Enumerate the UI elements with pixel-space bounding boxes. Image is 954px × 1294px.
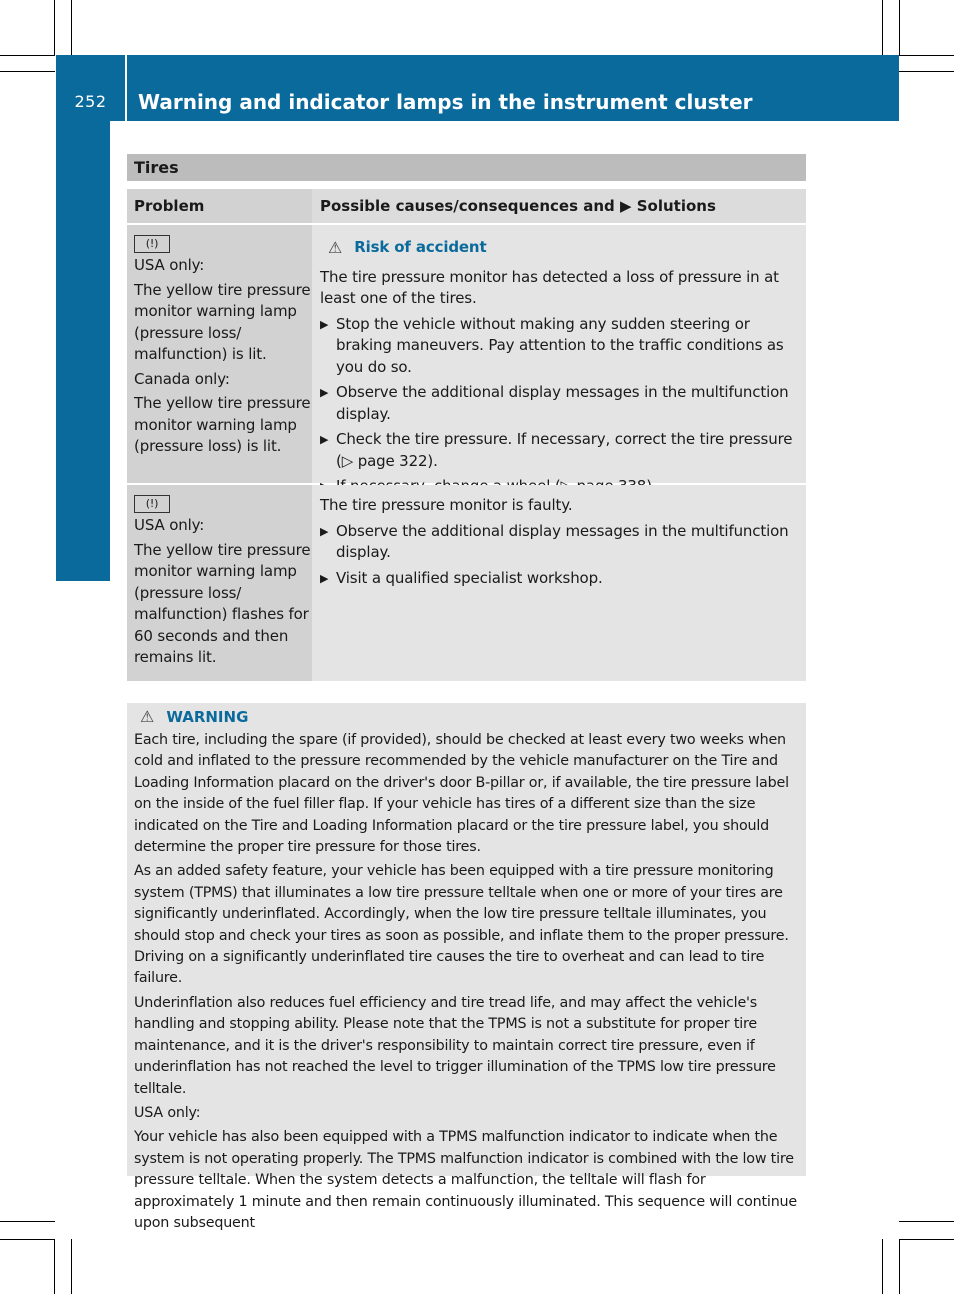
table-row [127, 225, 806, 483]
crop-mark [71, 1239, 72, 1294]
problem-text: The yellow tire pressure monitor warning lamp (pressure loss/ malfunction) is lit. [134, 280, 311, 363]
bullet-arrow-icon: ▶ [320, 386, 329, 399]
crop-mark [0, 1239, 55, 1240]
warning-paragraph: Underinflation also reduces fuel efficiency and tire tread life, and may affect the vehicle's handling and stopping ability. Please note that the TPMS is not a substitute for proper tire maintenance, and it is the driver's responsibility to maintain correct tire pressure, even if underinflation has not reached the level to trigger illumination of the TPMS low tire pressure telltale. [134, 994, 776, 1097]
chapter-label: On-board computer and displays [85, 125, 110, 525]
crop-mark [54, 1239, 55, 1294]
crop-mark [0, 71, 55, 72]
list-item [320, 382, 800, 425]
problem-text: USA only: [134, 516, 205, 534]
list-item-text: Stop the vehicle without making any sudden steering or braking maneuvers. Pay attention to the traffic conditions as you do so. [336, 314, 784, 376]
warning-paragraph: USA only: [134, 1104, 201, 1121]
risk-label: Risk of accident [354, 238, 487, 256]
column-header-problem: Problem [127, 189, 312, 223]
list-item [320, 429, 800, 472]
solution-cell [312, 485, 806, 681]
crop-mark [882, 0, 883, 55]
problem-text: USA only: [134, 256, 205, 274]
warning-paragraph: Your vehicle has also been equipped with a TPMS malfunction indicator to indicate when the system is not operating properly. The TPMS malfunction indicator is combined with the low tire pressure telltale. When the system detects a malfunction, the telltale will flash for approximately 1 minute and then remain continuously illuminated. This sequence will continue upon subsequent [134, 1129, 798, 1231]
bullet-arrow-icon: ▶ [320, 571, 329, 585]
tpms-warning-icon: (!) [134, 495, 170, 513]
crop-mark [899, 1239, 954, 1240]
warning-triangle-icon: ⚠ [328, 238, 343, 257]
crop-mark [54, 0, 55, 55]
bullet-arrow-icon: ▶ [320, 317, 329, 331]
crop-mark [71, 0, 72, 55]
crop-mark [899, 71, 954, 72]
crop-mark [0, 1221, 55, 1222]
tpms-warning-icon: (!) [134, 235, 170, 253]
warning-label: WARNING [166, 707, 249, 726]
list-item [320, 314, 800, 379]
solution-intro: The tire pressure monitor has detected a loss of pressure in at least one of the tires. [320, 267, 779, 307]
list-item-text[interactable]: Check the tire pressure. If necessary, correct the tire pressure (▷ page 322). [336, 430, 793, 470]
warning-paragraph: Each tire, including the spare (if provided), should be checked at least every two weeks when cold and inflated to the pressure recommended by the vehicle manufacturer on the Tire and Loading Information placard on the driver's door B-pillar or, if available, the tire pressure label on the inside of the fuel filler flap. If your vehicle has tires of a different size than the size indicated on the Tire and Loading Information placard or the tire pressure label, you should determine the proper tire pressure for those tires. [134, 732, 789, 856]
table-row [127, 485, 806, 681]
table-header-row [127, 189, 806, 223]
problem-text: The yellow tire pressure monitor warning lamp (pressure loss/ malfunction) flashes for 60 seconds and then remains lit. [134, 540, 311, 666]
problem-cell [127, 485, 312, 681]
problem-text: The yellow tire pressure monitor warning lamp (pressure loss) is lit. [134, 394, 311, 455]
warning-heading [140, 707, 800, 726]
crop-mark [899, 0, 900, 55]
solution-cell [312, 225, 806, 483]
problem-table [127, 189, 806, 681]
solution-intro: The tire pressure monitor is faulty. [320, 496, 573, 514]
bullet-arrow-icon: ▶ [320, 524, 329, 538]
crop-mark [0, 55, 55, 56]
warning-paragraph: As an added safety feature, your vehicle has been equipped with a tire pressure monitoring system (TPMS) that illuminates a low tire pressure telltale when one or more of your tires are significantly underinflated. Accordingly, when the low tire pressure telltale illuminates, you should stop and check your tires as soon as possible, and inflate them to the proper pressure. Driving on a significantly underinflated tire causes the tire to overheat and can lead to tire failure. [134, 863, 789, 987]
list-item [320, 568, 800, 590]
warning-box [127, 703, 806, 1231]
list-item-text: Observe the additional display messages in the multifunction display. [336, 383, 789, 423]
crop-mark [899, 55, 954, 56]
list-item [320, 521, 800, 564]
section-title: Tires [134, 158, 179, 177]
page-title: Warning and indicator lamps in the instrument cluster [138, 90, 753, 114]
crop-mark [899, 1221, 954, 1222]
crop-mark [882, 1239, 883, 1294]
risk-heading [328, 237, 800, 259]
warning-triangle-icon: ⚠ [140, 707, 155, 726]
list-item-text: Visit a qualified specialist workshop. [336, 568, 603, 587]
crop-mark [899, 1239, 900, 1294]
page-number: 252 [74, 92, 107, 111]
problem-cell [127, 225, 312, 483]
problem-text: Canada only: [134, 369, 230, 388]
header-divider [125, 55, 127, 121]
list-item-text: Observe the additional display messages in the multifunction display. [336, 521, 789, 561]
bullet-arrow-icon: ▶ [320, 433, 329, 446]
section-bar [127, 154, 806, 181]
column-header-solutions: Possible causes/consequences and ▶ Solutions [312, 189, 806, 223]
